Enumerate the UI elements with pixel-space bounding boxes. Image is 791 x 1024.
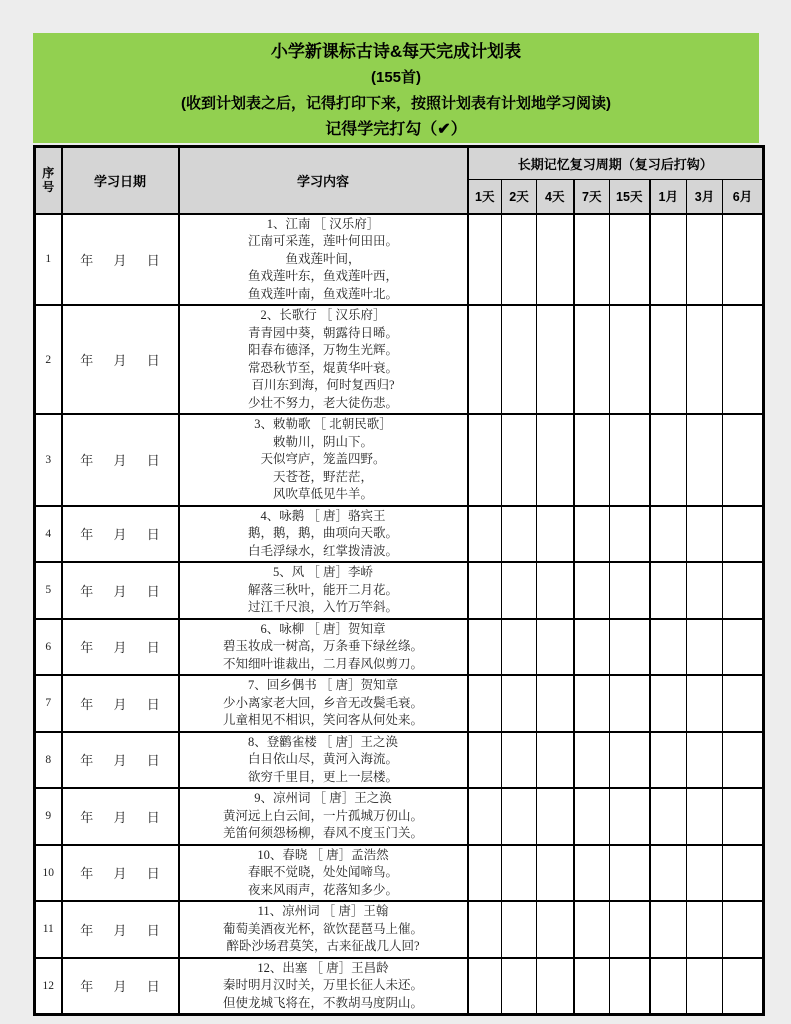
- row-index: 2: [35, 305, 62, 414]
- review-check-cell[interactable]: [502, 214, 537, 306]
- review-check-cell[interactable]: [687, 619, 723, 676]
- poem-line: 鱼戏莲叶南，鱼戏莲叶北。: [247, 286, 398, 301]
- review-check-cell[interactable]: [650, 214, 687, 306]
- review-check-cell[interactable]: [723, 305, 764, 414]
- poem-content-cell: [179, 788, 468, 845]
- review-check-cell[interactable]: [574, 506, 610, 563]
- poem-content-cell: [179, 414, 468, 506]
- review-check-cell[interactable]: [723, 845, 764, 902]
- review-check-cell[interactable]: [537, 214, 574, 306]
- review-check-cell[interactable]: [537, 562, 574, 619]
- period-header-6: 3月: [687, 180, 723, 214]
- review-check-cell[interactable]: [610, 788, 650, 845]
- review-check-cell[interactable]: [687, 562, 723, 619]
- plan-table: [33, 145, 765, 1016]
- poem-line: 2、长歌行 ［ 汉乐府］: [260, 308, 386, 322]
- review-check-cell[interactable]: [468, 901, 502, 958]
- table-row: [35, 845, 764, 902]
- review-check-cell[interactable]: [468, 675, 502, 732]
- table-row: [35, 788, 764, 845]
- poem-line: 阳春布德泽，万物生光辉。: [247, 343, 398, 357]
- period-header-5: 1月: [650, 180, 687, 214]
- row-index: 3: [35, 414, 62, 506]
- study-date-cell[interactable]: 年 月 日: [62, 214, 179, 306]
- review-check-cell[interactable]: [723, 901, 764, 958]
- table-row: [35, 675, 764, 732]
- poem-line: 10、春晓 ［ 唐］孟浩然: [257, 847, 389, 862]
- study-date-cell[interactable]: 年 月 日: [62, 732, 179, 789]
- row-index: 5: [35, 562, 62, 619]
- review-check-cell[interactable]: [650, 414, 687, 506]
- poem-content-cell: [179, 732, 468, 789]
- study-date-cell[interactable]: 年 月 日: [62, 562, 179, 619]
- review-check-cell[interactable]: [687, 845, 723, 902]
- study-date-cell[interactable]: 年 月 日: [62, 506, 179, 563]
- poem-line: 黄河远上白云间，一片孤城万仞山。: [222, 808, 423, 823]
- poem-content-cell: [179, 845, 468, 902]
- review-check-cell[interactable]: [610, 845, 650, 902]
- review-check-cell[interactable]: [723, 214, 764, 306]
- poem-line: 常恐秋节至，焜黄华叶衰。: [247, 360, 398, 375]
- poem-line: 少小离家老大回，乡音无改鬓毛衰。: [222, 695, 423, 710]
- review-check-cell[interactable]: [468, 414, 502, 506]
- table-row: [35, 562, 764, 619]
- poem-line: 7、回乡偶书 ［ 唐］贺知章: [247, 678, 398, 692]
- poem-line: 欲穷千里目，更上一层楼。: [247, 769, 398, 784]
- study-date-cell[interactable]: 年 月 日: [62, 305, 179, 414]
- poem-line: 羌笛何须怨杨柳，春风不度玉门关。: [222, 826, 423, 840]
- review-check-cell[interactable]: [610, 675, 650, 732]
- poem-line: 白毛浮绿水，红掌拨清波。: [247, 543, 398, 558]
- review-check-cell[interactable]: [574, 214, 610, 306]
- poem-line: 秦时明月汉时关，万里长征人未还。: [222, 978, 423, 992]
- review-check-cell[interactable]: [537, 414, 574, 506]
- poem-line: 风吹草低见牛羊。: [272, 487, 373, 501]
- review-check-cell[interactable]: [468, 562, 502, 619]
- row-index: 12: [35, 958, 62, 1015]
- poem-line: 天苍苍，野茫茫，: [272, 469, 373, 484]
- study-date-cell[interactable]: 年 月 日: [62, 619, 179, 676]
- review-check-cell[interactable]: [723, 562, 764, 619]
- review-check-cell[interactable]: [468, 619, 502, 676]
- review-check-cell[interactable]: [723, 675, 764, 732]
- poem-content-cell: [179, 506, 468, 563]
- review-check-cell[interactable]: [468, 214, 502, 306]
- review-check-cell[interactable]: [650, 619, 687, 676]
- study-date-cell[interactable]: 年 月 日: [62, 414, 179, 506]
- poem-line: 5、风 ［ 唐］李峤: [272, 565, 373, 579]
- review-check-cell[interactable]: [574, 958, 610, 1015]
- table-row: [35, 506, 764, 563]
- review-check-cell[interactable]: [610, 562, 650, 619]
- review-check-cell[interactable]: [687, 901, 723, 958]
- review-check-cell[interactable]: [468, 958, 502, 1015]
- review-check-cell[interactable]: [537, 619, 574, 676]
- poem-line: 1、江南 ［ 汉乐府］: [266, 216, 380, 231]
- row-index: 10: [35, 845, 62, 902]
- banner-count: (155首): [370, 69, 422, 86]
- review-check-cell[interactable]: [502, 305, 537, 414]
- table-row: [35, 619, 764, 676]
- period-header-7: 6月: [723, 180, 764, 214]
- poem-line: 4、咏鹅 ［ 唐］骆宾王: [260, 508, 386, 523]
- poem-line: 敕勒川，阴山下。: [272, 434, 373, 449]
- poem-content-cell: [179, 958, 468, 1015]
- review-check-cell[interactable]: [650, 562, 687, 619]
- table-row: [35, 958, 764, 1015]
- poem-line: 儿童相见不相识，笑问客从何处来。: [222, 713, 423, 727]
- review-check-cell[interactable]: [574, 788, 610, 845]
- review-check-cell[interactable]: [574, 845, 610, 902]
- review-check-cell[interactable]: [537, 732, 574, 789]
- review-check-cell[interactable]: [502, 958, 537, 1015]
- plan-table-body: [35, 214, 764, 1015]
- col-header-date: 学习日期: [62, 147, 179, 214]
- table-row: [35, 901, 764, 958]
- review-check-cell[interactable]: [650, 845, 687, 902]
- period-header-0: 1天: [468, 180, 502, 214]
- poem-line: 夜来风雨声，花落知多少。: [247, 882, 398, 897]
- review-check-cell[interactable]: [468, 788, 502, 845]
- review-check-cell[interactable]: [687, 305, 723, 414]
- review-check-cell[interactable]: [687, 506, 723, 563]
- poem-line: 解落三秋叶，能开二月花。: [247, 582, 398, 597]
- review-check-cell[interactable]: [723, 414, 764, 506]
- review-check-cell[interactable]: [468, 845, 502, 902]
- row-index: 4: [35, 506, 62, 563]
- banner-title: 小学新课标古诗&每天完成计划表: [270, 42, 522, 61]
- review-check-cell[interactable]: [537, 305, 574, 414]
- review-check-cell[interactable]: [537, 845, 574, 902]
- review-check-cell[interactable]: [610, 958, 650, 1015]
- study-date-cell[interactable]: 年 月 日: [62, 845, 179, 902]
- table-row: [35, 305, 764, 414]
- review-check-cell[interactable]: [468, 506, 502, 563]
- review-check-cell[interactable]: [537, 506, 574, 563]
- row-index: 7: [35, 675, 62, 732]
- poem-line: 天似穹庐，笼盖四野。: [260, 452, 386, 466]
- review-check-cell[interactable]: [650, 901, 687, 958]
- poem-line: 不知细叶谁裁出，二月春风似剪刀。: [222, 656, 423, 671]
- poem-line: 6、咏柳 ［ 唐］贺知章: [260, 621, 386, 636]
- poem-line: 但使龙城飞将在，不教胡马度阴山。: [222, 995, 423, 1010]
- poem-content-cell: [179, 619, 468, 676]
- review-check-cell[interactable]: [610, 214, 650, 306]
- review-check-cell[interactable]: [687, 958, 723, 1015]
- table-row: [35, 214, 764, 306]
- review-check-cell[interactable]: [574, 732, 610, 789]
- poem-line: 鹅，鹅，鹅，曲项向天歌。: [247, 526, 398, 540]
- poem-line: 鱼戏莲叶东，鱼戏莲叶西，: [247, 269, 398, 283]
- poem-line: 8、登鹳雀楼 ［ 唐］王之涣: [247, 734, 398, 749]
- row-index: 6: [35, 619, 62, 676]
- row-index: 9: [35, 788, 62, 845]
- review-check-cell[interactable]: [723, 619, 764, 676]
- study-date-cell[interactable]: 年 月 日: [62, 788, 179, 845]
- study-date-cell[interactable]: 年 月 日: [62, 901, 179, 958]
- study-date-cell[interactable]: 年 月 日: [62, 958, 179, 1015]
- poem-line: 12、出塞 ［ 唐］王昌龄: [257, 960, 389, 975]
- review-check-cell[interactable]: [574, 901, 610, 958]
- review-check-cell[interactable]: [502, 901, 537, 958]
- poem-content-cell: [179, 305, 468, 414]
- row-index: 8: [35, 732, 62, 789]
- review-check-cell[interactable]: [537, 675, 574, 732]
- review-check-cell[interactable]: [574, 414, 610, 506]
- study-date-cell[interactable]: 年 月 日: [62, 675, 179, 732]
- review-check-cell[interactable]: [502, 506, 537, 563]
- poem-line: 过江千尺浪，入竹万竿斜。: [247, 600, 398, 614]
- poem-line: 百川东到海，何时复西归?: [251, 378, 395, 392]
- review-check-cell[interactable]: [687, 675, 723, 732]
- review-check-cell[interactable]: [650, 958, 687, 1015]
- poem-line: 白日依山尽，黄河入海流。: [247, 752, 398, 766]
- poem-content-cell: [179, 214, 468, 306]
- review-check-cell[interactable]: [650, 788, 687, 845]
- review-check-cell[interactable]: [574, 562, 610, 619]
- poem-content-cell: [179, 901, 468, 958]
- review-check-cell[interactable]: [502, 788, 537, 845]
- review-check-cell[interactable]: [723, 958, 764, 1015]
- period-header-2: 4天: [537, 180, 574, 214]
- review-check-cell[interactable]: [537, 958, 574, 1015]
- poem-line: 碧玉妆成一树高，万条垂下绿丝绦。: [222, 639, 423, 653]
- poem-line: 9、凉州词 ［ 唐］王之涣: [254, 791, 392, 805]
- review-check-cell[interactable]: [537, 788, 574, 845]
- row-index: 1: [35, 214, 62, 306]
- review-check-cell[interactable]: [610, 305, 650, 414]
- review-check-cell[interactable]: [650, 305, 687, 414]
- review-check-cell[interactable]: [650, 675, 687, 732]
- poem-line: 江南可采莲，莲叶何田田。: [247, 234, 398, 248]
- banner-reminder: 记得学完打勾（✔）: [325, 121, 467, 138]
- review-check-cell[interactable]: [502, 562, 537, 619]
- poem-line: 少壮不努力，老大徒伤悲。: [247, 395, 398, 410]
- row-index: 11: [35, 901, 62, 958]
- review-check-cell[interactable]: [650, 732, 687, 789]
- review-check-cell[interactable]: [687, 414, 723, 506]
- review-check-cell[interactable]: [687, 732, 723, 789]
- period-header-4: 15天: [610, 180, 650, 214]
- header-row-top: [35, 147, 764, 180]
- period-header-1: 2天: [502, 180, 537, 214]
- review-check-cell[interactable]: [574, 305, 610, 414]
- poem-line: 青青园中葵，朝露待日晞。: [247, 325, 398, 340]
- col-header-index: 序号: [35, 147, 62, 214]
- review-check-cell[interactable]: [723, 732, 764, 789]
- period-header-3: 7天: [574, 180, 610, 214]
- review-check-cell[interactable]: [502, 414, 537, 506]
- review-check-cell[interactable]: [687, 214, 723, 306]
- banner-note: (收到计划表之后，记得打印下来，按照计划表有计划地学习阅读): [181, 95, 611, 112]
- review-check-cell[interactable]: [723, 506, 764, 563]
- poem-content-cell: [179, 562, 468, 619]
- col-header-review-period: 长期记忆复习周期（复习后打钩）: [468, 147, 764, 180]
- banner: [33, 33, 759, 143]
- poem-line: 葡萄美酒夜光杯，欲饮琵琶马上催。: [222, 921, 423, 936]
- table-row: [35, 732, 764, 789]
- review-check-cell[interactable]: [610, 732, 650, 789]
- review-check-cell[interactable]: [610, 506, 650, 563]
- review-check-cell[interactable]: [502, 845, 537, 902]
- poem-line: 鱼戏莲叶间，: [285, 251, 361, 266]
- review-check-cell[interactable]: [650, 506, 687, 563]
- review-check-cell[interactable]: [687, 788, 723, 845]
- review-check-cell[interactable]: [574, 619, 610, 676]
- review-check-cell[interactable]: [723, 788, 764, 845]
- review-check-cell[interactable]: [610, 414, 650, 506]
- table-row: [35, 414, 764, 506]
- review-check-cell[interactable]: [610, 901, 650, 958]
- poem-line: 春眠不觉晓，处处闻啼鸟。: [247, 865, 398, 879]
- poem-content-cell: [179, 675, 468, 732]
- review-check-cell[interactable]: [537, 901, 574, 958]
- review-check-cell[interactable]: [574, 675, 610, 732]
- review-check-cell[interactable]: [502, 675, 537, 732]
- review-check-cell[interactable]: [502, 619, 537, 676]
- review-check-cell[interactable]: [502, 732, 537, 789]
- poem-line: 醉卧沙场君莫笑，古来征战几人回?: [226, 939, 420, 953]
- poem-line: 3、敕勒歌 ［ 北朝民歌］: [254, 417, 392, 431]
- review-check-cell[interactable]: [468, 732, 502, 789]
- col-header-content: 学习内容: [179, 147, 468, 214]
- review-check-cell[interactable]: [610, 619, 650, 676]
- poem-line: 11、凉州词 ［ 唐］王翰: [257, 904, 389, 918]
- review-check-cell[interactable]: [468, 305, 502, 414]
